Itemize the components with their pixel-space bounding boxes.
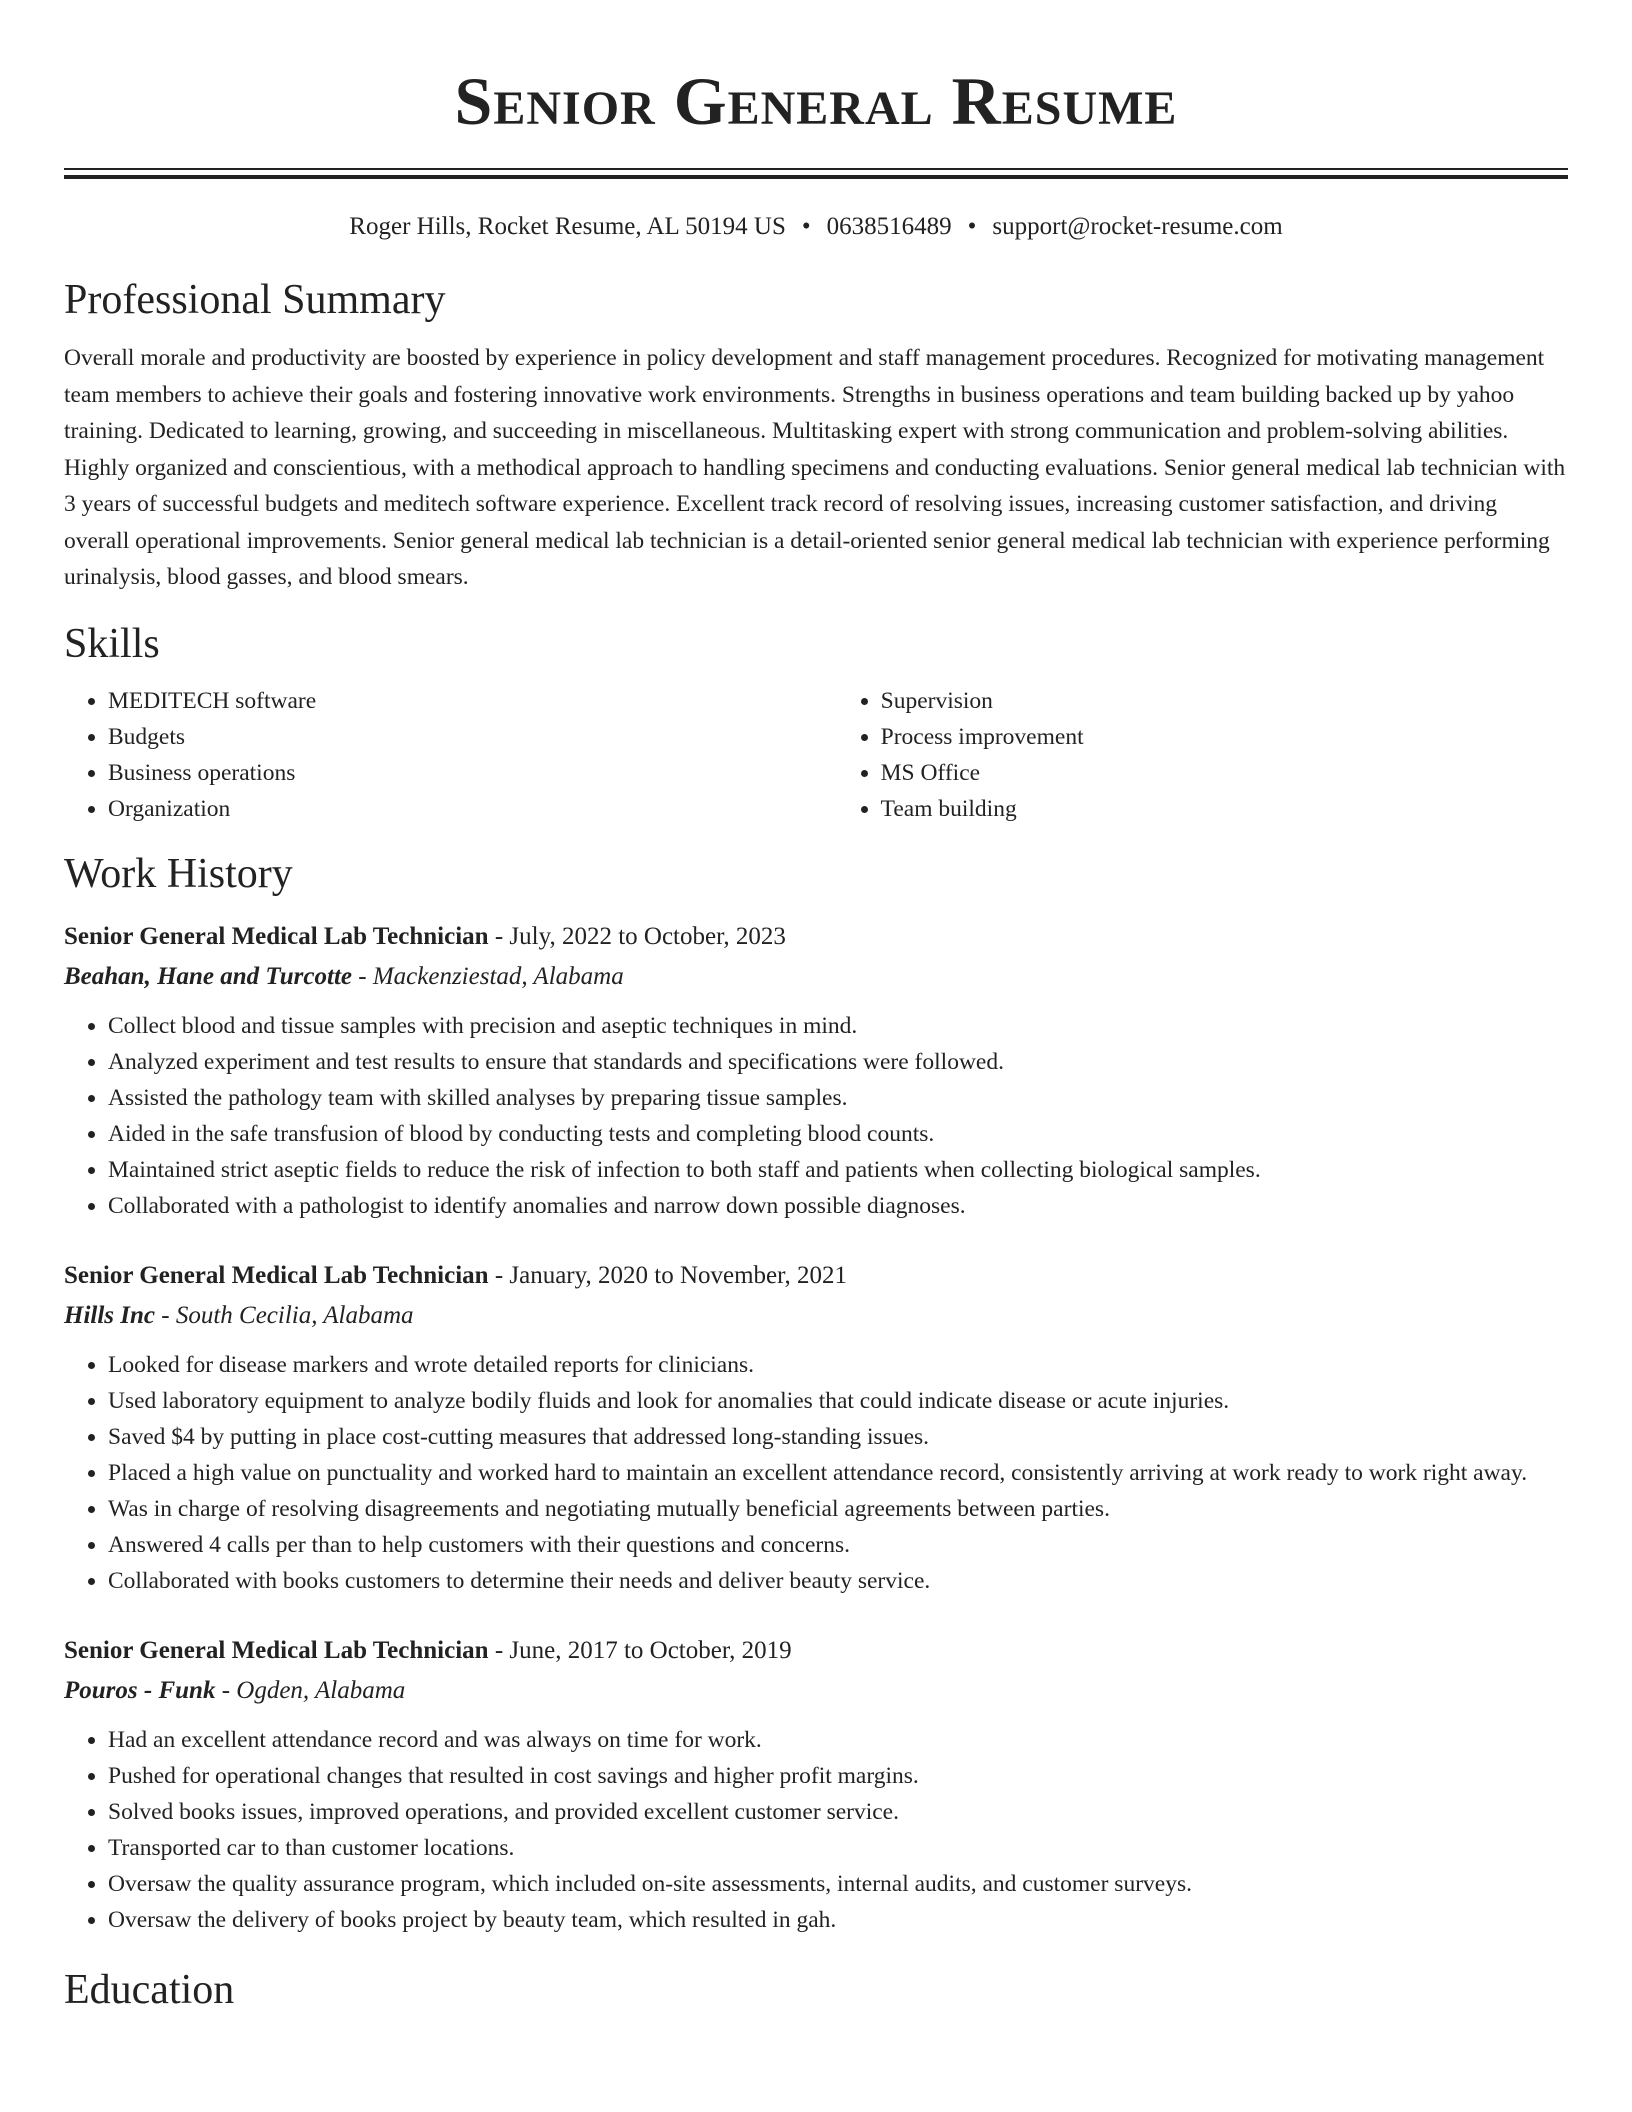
skills-list [64, 683, 1568, 827]
resume-title: Senior General Resume [454, 63, 1178, 139]
duty-item: • Pushed for operational changes that resulted in cost savings and higher profit margins. [108, 1758, 1568, 1794]
duty-item: • Solved books issues, improved operations, and provided excellent customer service. [108, 1794, 1568, 1830]
skill-item: • MS Office [881, 755, 1568, 791]
job-title: Senior General Medical Lab Technician [64, 1636, 489, 1664]
job-title: Senior General Medical Lab Technician [64, 922, 489, 950]
job-entry [64, 1256, 1568, 1599]
work-history-heading: Work History [64, 850, 293, 897]
title-divider-thick [64, 175, 1568, 179]
company-name: Beahan, Hane and Turcotte [64, 962, 352, 990]
company-line [64, 1671, 1568, 1711]
contact-phone: 0638516489 [826, 213, 952, 240]
company-location: - Ogden, Alabama [215, 1676, 406, 1704]
job-dates: - January, 2020 to November, 2021 [488, 1261, 847, 1289]
summary-text: Overall morale and productivity are boosted by experience in policy development and staff management procedures. Recognized for motivating management team members to achieve their goals and fostering innovative work environments. Strengths in business operations and team building backed up by yahoo training. Dedicated to learning, growing, and succeeding in miscellaneous. Multitasking expert with strong communication and problem-solving abilities. Highly organized and conscientious, with a methodical approach to handling specimens and conducting evaluations. Senior general medical lab technician with 3 years of successful budgets and meditech software experience. Excellent track record of resolving issues, increasing customer satisfaction, and driving overall operational improvements. Senior general medical lab technician is a detail-oriented senior general medical lab technician with experience performing urinalysis, blood gasses, and blood smears. [64, 345, 1566, 590]
duty-item: • Aided in the safe transfusion of blood by conducting tests and completing blood counts. [108, 1116, 1568, 1152]
skill-item: • MEDITECH software [108, 683, 837, 719]
job-dates: - July, 2022 to October, 2023 [488, 922, 786, 950]
skills-column-left [64, 683, 837, 827]
duty-item: • Collaborated with a pathologist to identify anomalies and narrow down possible diagnoses. [108, 1188, 1568, 1224]
job-dates: - June, 2017 to October, 2019 [488, 1636, 792, 1664]
contact-address: Roger Hills, Rocket Resume, AL 50194 US [349, 213, 786, 240]
duty-list [64, 1722, 1568, 1938]
duty-item: • Was in charge of resolving disagreements and negotiating mutually beneficial agreements between parties. [108, 1491, 1568, 1527]
job-title-line [64, 1631, 1568, 1671]
skills-column-right [837, 683, 1568, 827]
duty-item: • Assisted the pathology team with skilled analyses by preparing tissue samples. [108, 1080, 1568, 1116]
education-heading: Education [64, 1966, 235, 2013]
duty-item: • Saved $4 by putting in place cost-cutting measures that addressed long-standing issues. [108, 1419, 1568, 1455]
duty-item: • Transported car to than customer locations. [108, 1830, 1568, 1866]
duty-item: • Used laboratory equipment to analyze bodily fluids and look for anomalies that could indicate disease or acute injuries. [108, 1383, 1568, 1419]
skill-item: • Business operations [108, 755, 837, 791]
job-entry [64, 917, 1568, 1224]
duty-item: • Oversaw the delivery of books project by beauty team, which resulted in gah. [108, 1902, 1568, 1938]
skill-item: • Organization [108, 791, 837, 827]
company-line [64, 957, 1568, 997]
job-title-line [64, 917, 1568, 957]
duty-item: • Collect blood and tissue samples with precision and aseptic techniques in mind. [108, 1008, 1568, 1044]
company-name: Hills Inc [64, 1301, 155, 1329]
duty-list [64, 1008, 1568, 1224]
contact-line [64, 211, 1568, 243]
job-entry [64, 1631, 1568, 1938]
duty-item: • Maintained strict aseptic fields to reduce the risk of infection to both staff and patients when collecting biological samples. [108, 1152, 1568, 1188]
duty-item: • Analyzed experiment and test results to ensure that standards and specifications were followed. [108, 1044, 1568, 1080]
company-location: - South Cecilia, Alabama [155, 1301, 414, 1329]
company-name: Pouros - Funk [64, 1676, 216, 1704]
duty-list [64, 1347, 1568, 1599]
duty-item: • Oversaw the quality assurance program, which included on-site assessments, internal audits, and customer surveys. [108, 1866, 1568, 1902]
title-divider-thin [64, 168, 1568, 170]
job-title: Senior General Medical Lab Technician [64, 1261, 489, 1289]
duty-item: • Had an excellent attendance record and was always on time for work. [108, 1722, 1568, 1758]
skill-item: • Budgets [108, 719, 837, 755]
contact-separator: • [801, 213, 811, 240]
contact-email[interactable]: support@rocket-resume.com [992, 213, 1283, 240]
skill-item: • Supervision [881, 683, 1568, 719]
duty-item: • Answered 4 calls per than to help customers with their questions and concerns. [108, 1527, 1568, 1563]
skill-item: • Process improvement [881, 719, 1568, 755]
duty-item: • Placed a high value on punctuality and worked hard to maintain an excellent attendance record, consistently arriving at work ready to work right away. [108, 1455, 1568, 1491]
duty-item: • Collaborated with books customers to determine their needs and deliver beauty service. [108, 1563, 1568, 1599]
skill-item: • Team building [881, 791, 1568, 827]
duty-item: • Looked for disease markers and wrote detailed reports for clinicians. [108, 1347, 1568, 1383]
contact-separator: • [967, 213, 977, 240]
company-location: - Mackenziestad, Alabama [352, 962, 624, 990]
company-line [64, 1296, 1568, 1336]
job-title-line [64, 1256, 1568, 1296]
skills-heading: Skills [64, 620, 160, 667]
summary-heading: Professional Summary [64, 277, 446, 323]
